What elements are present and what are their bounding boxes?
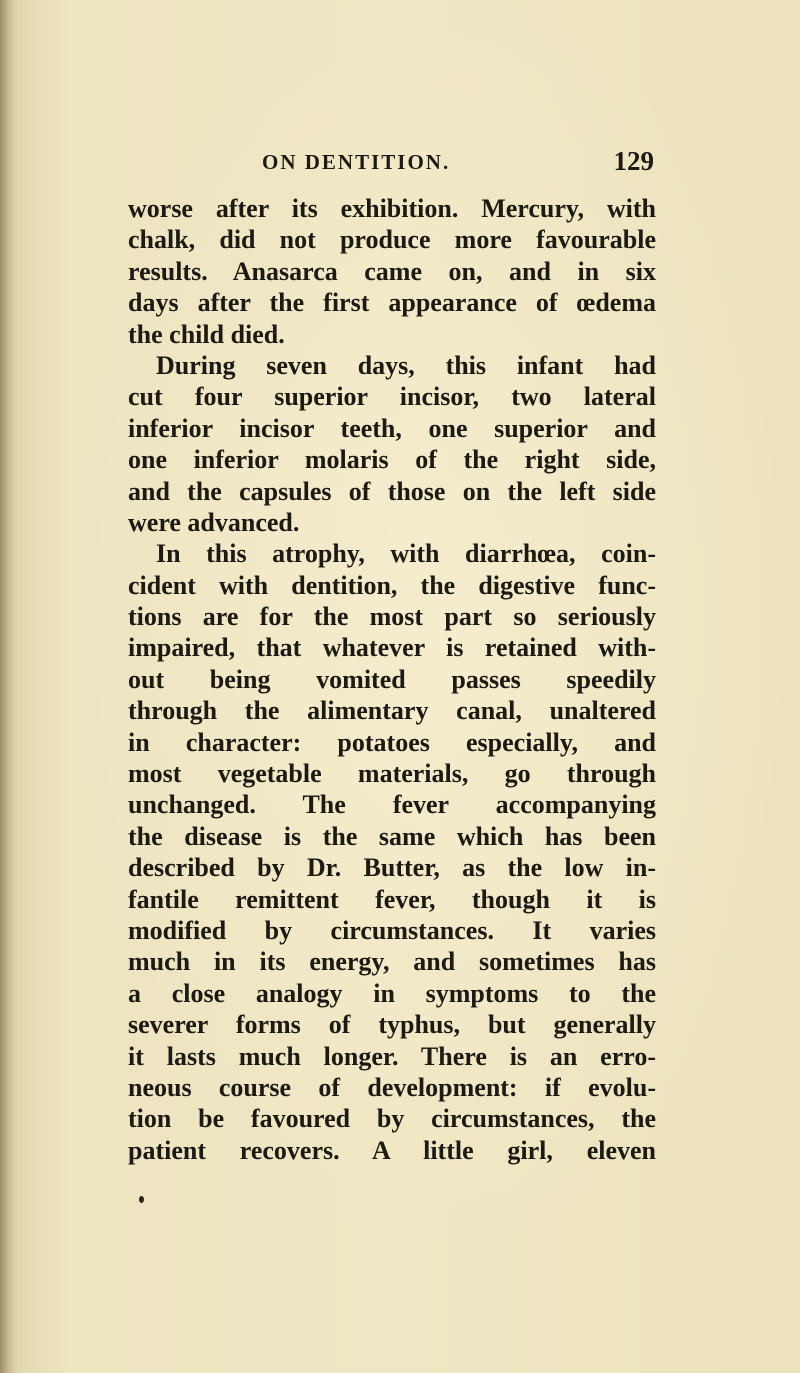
text-line: cident with dentition, the digestive func-	[128, 570, 656, 600]
body-text	[128, 193, 656, 1166]
text-line: much in its energy, and sometimes has	[128, 947, 656, 977]
text-line: worse after its exhibition. Mercury, with	[128, 194, 656, 223]
text-line: out being vomited passes speedily	[128, 664, 656, 694]
text-line: tions are for the most part so seriously	[128, 602, 656, 632]
running-title: ON DENTITION.	[262, 150, 451, 174]
text-line: described by Dr. Butter, as the low in-	[128, 853, 656, 883]
text-line: and the capsules of those on the left side	[128, 476, 656, 506]
text-line: chalk, did not produce more favourable	[128, 225, 656, 255]
text-line: it lasts much longer. There is an erro-	[128, 1041, 656, 1071]
text-line: modified by circumstances. It varies	[128, 915, 656, 945]
text-line: the child died.	[128, 319, 285, 349]
text-line: a close analogy in symptoms to the	[128, 978, 656, 1008]
text-line: severer forms of typhus, but generally	[128, 1010, 656, 1040]
page-header	[262, 148, 654, 178]
text-line: During seven days, this infant had	[156, 350, 656, 380]
text-line: cut four superior incisor, two lateral	[128, 382, 656, 412]
text-line: the disease is the same which has been	[128, 821, 656, 851]
page-number: 129	[613, 146, 654, 176]
text-line: through the alimentary canal, unaltered	[128, 696, 656, 726]
text-line: results. Anasarca came on, and in six	[128, 256, 656, 286]
text-line: patient recovers. A little girl, eleven	[128, 1135, 656, 1165]
text-line: impaired, that whatever is retained with-	[128, 633, 656, 663]
text-line: unchanged. The fever accompanying	[128, 790, 656, 820]
text-line: neous course of development: if evolu-	[128, 1072, 656, 1102]
ink-speck	[139, 1196, 144, 1203]
text-line: In this atrophy, with diarrhœa, coin-	[156, 539, 656, 569]
text-line: one inferior molaris of the right side,	[128, 445, 656, 475]
binding-edge	[0, 0, 18, 1373]
text-line: in character: potatoes especially, and	[128, 727, 656, 757]
text-line: were advanced.	[128, 507, 300, 537]
text-line: inferior incisor teeth, one superior and	[128, 413, 656, 443]
text-line: tion be favoured by circumstances, the	[128, 1104, 656, 1134]
text-line: fantile remittent fever, though it is	[128, 884, 656, 914]
text-line: most vegetable materials, go through	[128, 759, 656, 789]
text-line: days after the first appearance of œdema	[128, 288, 656, 318]
